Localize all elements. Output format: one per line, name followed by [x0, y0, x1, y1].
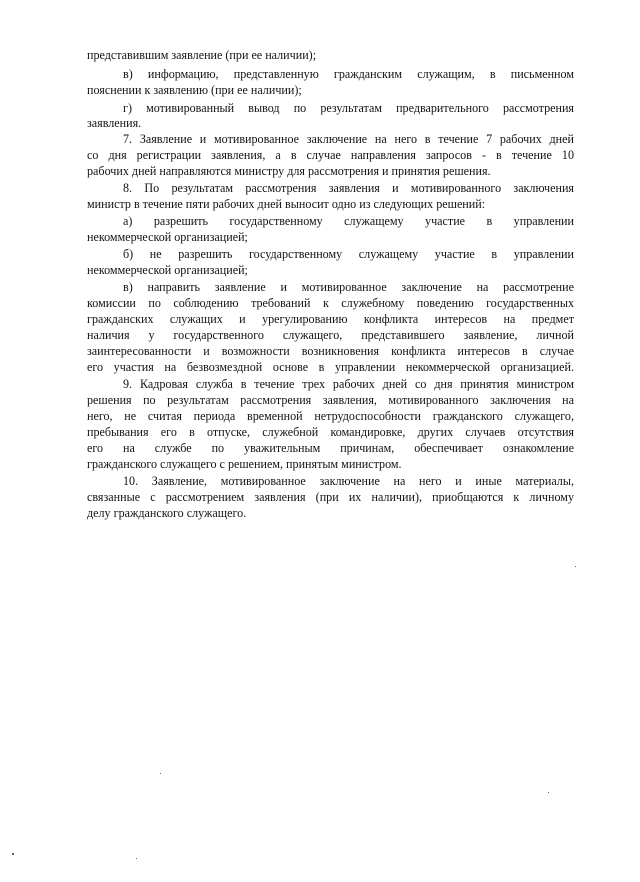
line-1: представившим заявление (при ее наличии); [87, 48, 317, 62]
line-23: него, не считая периода временной нетрудоспособности гражданского служащего, [87, 409, 574, 423]
scan-speck [136, 858, 137, 859]
line-12: некоммерческой организацией; [87, 230, 248, 244]
scan-speck [548, 792, 549, 793]
line-25: его на службе по уважительным причинам, обеспечивает ознакомление [87, 441, 574, 455]
line-29: делу гражданского служащего. [87, 506, 247, 520]
line-13: б) не разрешить государственному служащему участие в управлении [123, 247, 574, 261]
line-26: гражданского служащего с решением, принятым министром. [87, 457, 402, 471]
line-21: 9. Кадровая служба в течение трех рабочих дней со дня принятия министром [123, 377, 574, 391]
line-4: г) мотивированный вывод по результатам предварительного рассмотрения [123, 101, 574, 115]
line-28: связанные с рассмотрением заявления (при их наличии), приобщаются к личному [87, 490, 574, 504]
line-7: со дня регистрации заявления, а в случае направления запросов - в течение 10 [87, 148, 574, 162]
line-27: 10. Заявление, мотивированное заключение на него и иные материалы, [123, 474, 574, 488]
line-14: некоммерческой организацией; [87, 263, 248, 277]
line-9: 8. По результатам рассмотрения заявления и мотивированного заключения [123, 181, 574, 195]
line-8: рабочих дней направляются министру для рассмотрения и принятия решения. [87, 164, 491, 178]
line-10: министр в течение пяти рабочих дней выносит одно из следующих решений: [87, 197, 486, 211]
line-16: комиссии по соблюдению требований к служебному поведению государственных [87, 296, 574, 310]
line-3: пояснении к заявлению (при ее наличии); [87, 83, 302, 97]
line-18: наличия у государственного служащего, представившего заявление, личной [87, 328, 574, 342]
line-22: решения по результатам рассмотрения заявления, мотивированного заключения на [87, 393, 574, 407]
line-24: пребывания его в отпуске, служебной командировке, других случаев отсутствия [87, 425, 574, 439]
line-15: в) направить заявление и мотивированное заключение на рассмотрение [123, 280, 574, 294]
scan-speck [160, 773, 161, 774]
line-20: его участия на безвозмездной основе в управлении некоммерческой организацией. [87, 360, 574, 374]
line-5: заявления. [87, 116, 142, 130]
line-11: а) разрешить государственному служащему участие в управлении [123, 214, 574, 228]
line-6: 7. Заявление и мотивированное заключение на него в течение 7 рабочих дней [123, 132, 574, 146]
scan-speck [575, 566, 576, 567]
line-19: заинтересованности и возможности возникновения конфликта интересов в случае [87, 344, 574, 358]
line-2: в) информацию, представленную гражданским служащим, в письменном [123, 67, 574, 81]
line-17: гражданских служащих и урегулированию конфликта интересов на предмет [87, 312, 574, 326]
scan-speck [12, 853, 14, 855]
